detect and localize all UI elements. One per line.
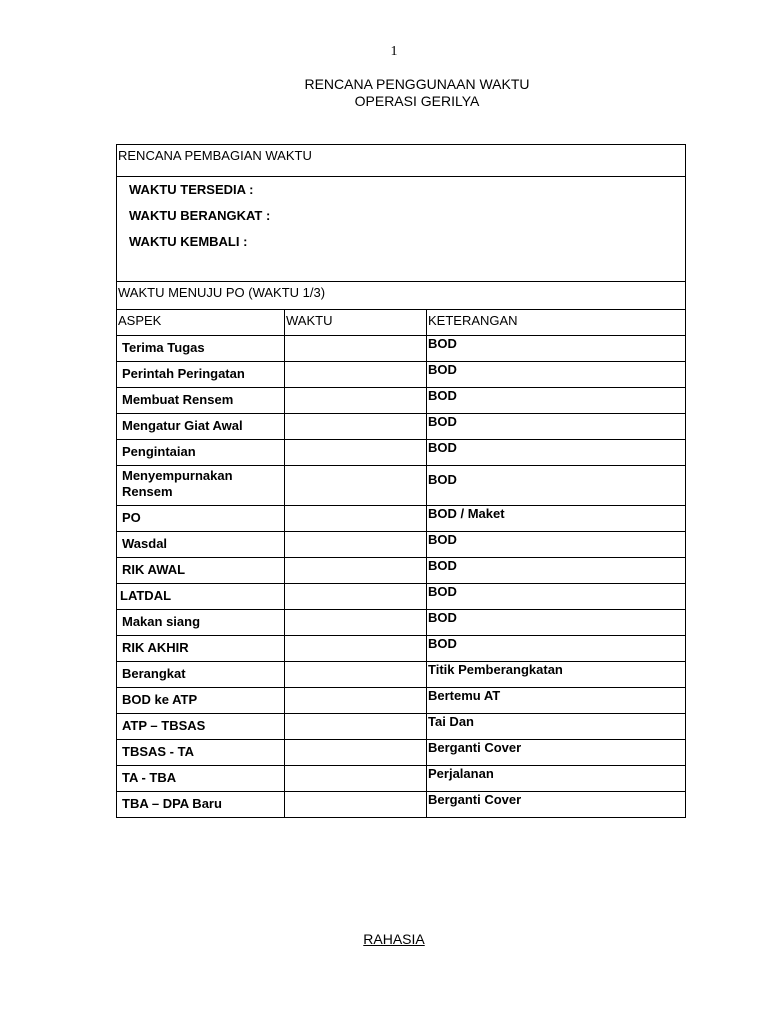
column-waktu: WAKTU — [286, 313, 333, 328]
aspek-cell: BOD ke ATP — [122, 692, 198, 707]
table-row — [117, 740, 686, 766]
aspek-cell: TA - TBA — [122, 770, 177, 785]
table-row — [117, 792, 686, 818]
aspek-cell: TBSAS - TA — [122, 744, 194, 759]
document-title — [0, 76, 768, 110]
keterangan-cell: BOD — [428, 336, 457, 351]
time-plan-table — [116, 144, 686, 818]
table-row — [117, 414, 686, 440]
keterangan-cell: BOD — [428, 610, 457, 625]
section-menuju-po — [117, 282, 686, 310]
section-pembagian-waktu — [117, 145, 686, 177]
aspek-cell: Makan siang — [122, 614, 201, 629]
aspek-cell: Pengintaian — [122, 444, 196, 459]
keterangan-cell: Perjalanan — [428, 766, 494, 781]
aspek-cell: RIK AKHIR — [122, 640, 189, 655]
column-aspek: ASPEK — [118, 313, 162, 328]
keterangan-cell: Bertemu AT — [428, 688, 501, 703]
page-number: 1 — [390, 44, 398, 59]
keterangan-cell: Titik Pemberangkatan — [428, 662, 563, 677]
table-row — [117, 636, 686, 662]
table-row — [117, 714, 686, 740]
table-row — [117, 558, 686, 584]
table-row — [117, 466, 686, 506]
table-row — [117, 766, 686, 792]
keterangan-cell: BOD — [428, 414, 457, 429]
section2-header: WAKTU MENUJU PO (WAKTU 1/3) — [118, 285, 326, 300]
aspek-cell: RIK AWAL — [122, 562, 186, 577]
classification-footer: RAHASIA — [363, 931, 425, 947]
waktu-tersedia-label: WAKTU TERSEDIA : — [129, 182, 254, 197]
aspek-cell: PO — [122, 510, 141, 525]
table-row — [117, 362, 686, 388]
aspek-cell: Mengatur Giat Awal — [122, 418, 243, 433]
table-row — [117, 584, 686, 610]
keterangan-cell: BOD — [428, 388, 457, 403]
table-row — [117, 388, 686, 414]
aspek-cell: Perintah Peringatan — [122, 366, 245, 381]
column-header-row — [117, 310, 686, 336]
keterangan-cell: Tai Dan — [428, 714, 474, 729]
keterangan-cell: BOD — [428, 532, 457, 547]
keterangan-cell: BOD — [428, 636, 457, 651]
aspek-cell: Wasdal — [122, 536, 168, 551]
waktu-berangkat-label: WAKTU BERANGKAT : — [129, 208, 271, 223]
keterangan-cell: BOD — [428, 558, 457, 573]
keterangan-cell: Berganti Cover — [428, 740, 522, 755]
keterangan-cell: BOD — [428, 584, 457, 599]
aspek-cell: Menyempurnakan Rensem — [122, 468, 233, 499]
waktu-kembali-label: WAKTU KEMBALI : — [129, 234, 248, 249]
aspek-cell: LATDAL — [120, 588, 172, 603]
aspek-cell: Membuat Rensem — [122, 392, 234, 407]
aspek-cell: Berangkat — [122, 666, 186, 681]
time-fields — [117, 177, 686, 282]
table-row — [117, 688, 686, 714]
table-row — [117, 532, 686, 558]
title-line-2: OPERASI GERILYA — [354, 93, 480, 109]
table-row — [117, 506, 686, 532]
section1-header: RENCANA PEMBAGIAN WAKTU — [118, 148, 312, 163]
keterangan-cell: BOD — [428, 472, 457, 487]
title-line-1: RENCANA PENGGUNAAN WAKTU — [304, 76, 530, 92]
table-row — [117, 610, 686, 636]
keterangan-cell: BOD — [428, 362, 457, 377]
aspek-cell: Terima Tugas — [122, 340, 205, 355]
keterangan-cell: Berganti Cover — [428, 792, 522, 807]
table-row — [117, 662, 686, 688]
aspek-cell: TBA – DPA Baru — [122, 796, 222, 811]
table-row — [117, 440, 686, 466]
table-row — [117, 336, 686, 362]
aspek-cell: ATP – TBSAS — [122, 718, 206, 733]
keterangan-cell: BOD / Maket — [428, 506, 505, 521]
column-keterangan: KETERANGAN — [428, 313, 518, 328]
keterangan-cell: BOD — [428, 440, 457, 455]
